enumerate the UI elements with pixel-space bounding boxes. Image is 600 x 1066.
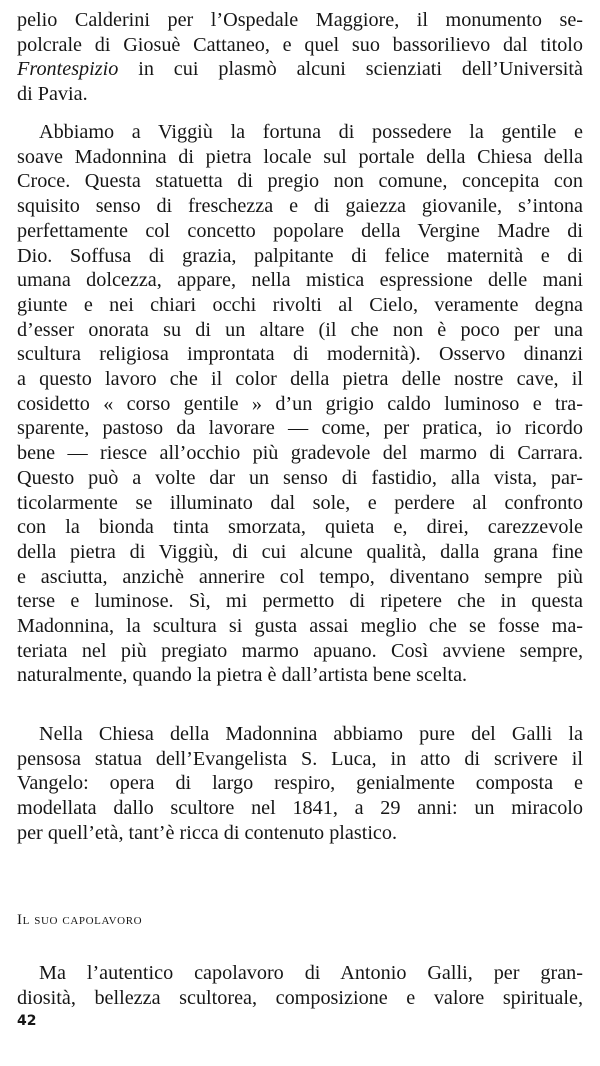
paragraph-2 bbox=[17, 120, 583, 688]
text-line: Dio. Soffusa di grazia, palpitante di felice maternità e di bbox=[17, 244, 583, 267]
text-line: Ma l’autentico capolavoro di Antonio Galli, per gran- bbox=[39, 962, 583, 984]
text-line: pensosa statua dell’Evangelista S. Luca, in atto di scrivere il bbox=[17, 747, 583, 770]
text-line: Croce. Questa statuetta di pregio non comune, concepita con bbox=[17, 170, 583, 193]
text-line: soave Madonnina di pietra locale sul portale della Chiesa della bbox=[17, 145, 583, 168]
text-line: di Pavia. bbox=[17, 83, 88, 106]
text-line: Nella Chiesa della Madonnina abbiamo pure del Galli la bbox=[39, 723, 583, 745]
text-line: d’esser onorata su di un altare (il che non è poco per una bbox=[17, 318, 583, 341]
text-line: perfettamente col concetto popolare della Vergine Madre di bbox=[17, 219, 583, 242]
text-line: bene — riesce all’occhio più gradevole del marmo di Carrara. bbox=[17, 442, 583, 465]
text-line: teriata nel più pregiato marmo apuano. Così avviene sempre, bbox=[17, 639, 583, 662]
text-line: sparente, pastoso da lavorare — come, per pratica, io ricordo bbox=[17, 417, 583, 440]
paragraph-4 bbox=[17, 961, 583, 1010]
text-line: giunte e nei chiari occhi rivolti al Cielo, veramente degna bbox=[17, 293, 583, 316]
text-fragment: in cui plasmò alcuni scienziati dell’Università bbox=[118, 58, 583, 81]
text-line: polcrale di Giosuè Cattaneo, e quel suo bassorilievo dal titolo bbox=[17, 33, 583, 56]
paragraph-3 bbox=[17, 722, 583, 846]
text-line: modellata dallo scultore nel 1841, a 29 anni: un miracolo bbox=[17, 797, 583, 820]
text-line: e asciutta, anzichè annerire col tempo, diventano sempre più bbox=[17, 565, 583, 588]
text-line: terse e luminose. Sì, mi permetto di ripetere che in questa bbox=[17, 590, 583, 613]
text-line: Vangelo: opera di largo respiro, genialmente composta e bbox=[17, 772, 583, 795]
italic-title: Frontespizio bbox=[17, 58, 119, 81]
text-line: squisito senso di freschezza e di gaiezza giovanile, s’intona bbox=[17, 195, 583, 218]
text-line: scultura religiosa improntata di modernità). Osservo dinanzi bbox=[17, 343, 583, 366]
text-line bbox=[17, 57, 583, 82]
text-line: Questo può a volte dar un senso di fastidio, alla vista, par- bbox=[17, 466, 583, 489]
text-line: diosità, bellezza scultorea, composizione e valore spirituale, bbox=[17, 986, 583, 1009]
paragraph-1 bbox=[17, 8, 583, 107]
page-number: 42 bbox=[17, 1013, 37, 1029]
text-line: Abbiamo a Viggiù la fortuna di possedere la gentile e bbox=[39, 121, 583, 143]
text-line: ticolarmente se illuminato dal sole, e perdere al confronto bbox=[17, 491, 583, 514]
text-line: cosidetto « corso gentile » d’un grigio caldo luminoso e tra- bbox=[17, 392, 583, 415]
text-line: Madonnina, la scultura si gusta assai meglio che se fosse ma- bbox=[17, 615, 583, 638]
text-line: naturalmente, quando la pietra è dall’artista bene scelta. bbox=[17, 664, 468, 687]
text-line: della pietra di Viggiù, di cui alcune qualità, dalla grana fine bbox=[17, 540, 583, 563]
text-line: con la bionda tinta smorzata, quieta e, direi, carezzevole bbox=[17, 516, 583, 539]
text-line: per quell’età, tant’è ricca di contenuto plastico. bbox=[17, 821, 398, 844]
text-line: a questo lavoro che il color della pietra delle nostre cave, il bbox=[17, 368, 583, 391]
section-heading: Il suo capolavoro bbox=[17, 912, 143, 928]
text-line: umana dolcezza, appare, nella mistica espressione delle mani bbox=[17, 269, 583, 292]
text-line: pelio Calderini per l’Ospedale Maggiore, il monumento se- bbox=[17, 9, 583, 31]
